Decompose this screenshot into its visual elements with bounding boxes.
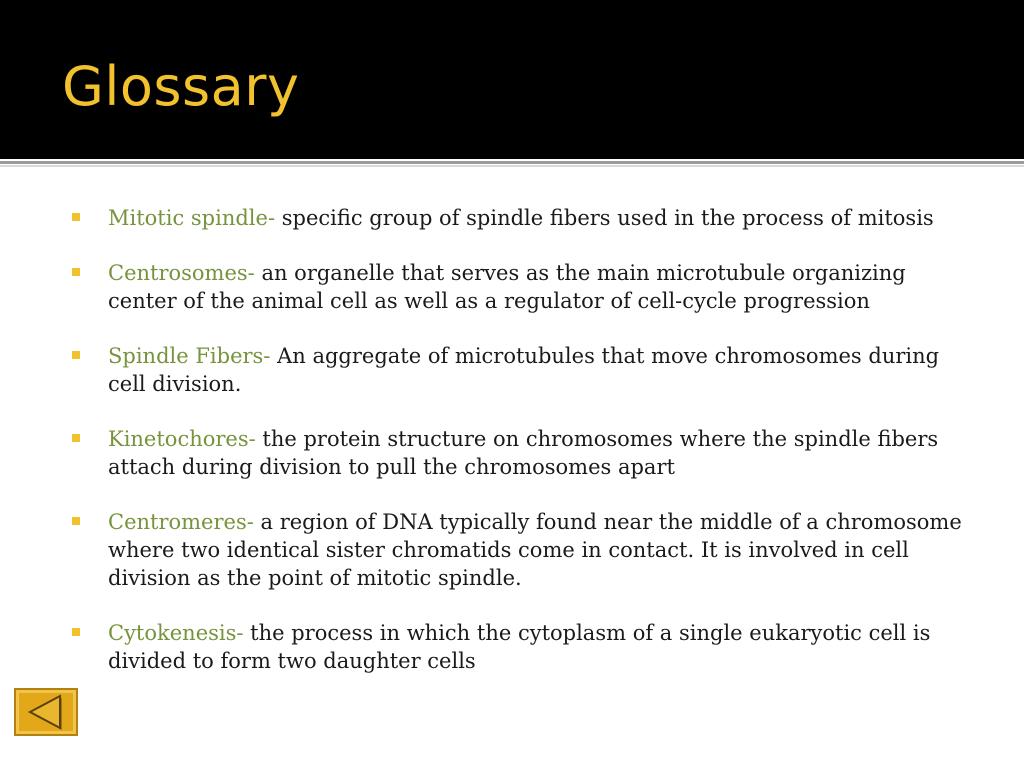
glossary-definition: the process in which the cytoplasm of a single eukaryotic cell is divided to form two daughter cells (108, 621, 931, 673)
glossary-term: Centromeres- (108, 510, 254, 534)
glossary-definition: the protein structure on chromosomes where the spindle fibers attach during division to pull the chromosomes apart (108, 427, 939, 479)
glossary-term: Centrosomes- (108, 261, 255, 285)
glossary-term: Spindle Fibers- (108, 344, 271, 368)
glossary-entry-spindle-fibers (72, 342, 972, 398)
bullet-icon (72, 268, 80, 276)
bullet-icon (72, 213, 80, 221)
bullet-icon (72, 351, 80, 359)
title-bar (0, 0, 1024, 159)
glossary-entry-kinetochores (72, 425, 972, 481)
slide-title: Glossary (62, 55, 300, 118)
glossary-term: Kinetochores- (108, 427, 256, 451)
back-button[interactable] (14, 688, 78, 736)
glossary-term: Cytokenesis- (108, 621, 244, 645)
glossary-definition: an organelle that serves as the main microtubule organizing center of the animal cell as well as a regulator of cell-cycle progression (108, 261, 906, 313)
glossary-entry-centrosomes (72, 259, 972, 315)
triangle-left-icon (16, 690, 76, 734)
title-divider (0, 161, 1024, 164)
glossary-entry-cytokenesis (72, 619, 972, 675)
glossary-term: Mitotic spindle- (108, 206, 276, 230)
glossary-list (72, 204, 972, 702)
bullet-icon (72, 434, 80, 442)
glossary-definition: a region of DNA typically found near the middle of a chromosome where two identical sister chromatids come in contact. It is involved in cell division as the point of mitotic spindle. (108, 510, 962, 590)
glossary-entry-centromeres (72, 508, 972, 592)
glossary-definition: An aggregate of microtubules that move chromosomes during cell division. (108, 344, 940, 396)
glossary-definition: specific group of spindle fibers used in the process of mitosis (275, 206, 934, 230)
bullet-icon (72, 517, 80, 525)
glossary-entry-mitotic-spindle (72, 204, 972, 232)
bullet-icon (72, 628, 80, 636)
title-divider-light (0, 165, 1024, 167)
